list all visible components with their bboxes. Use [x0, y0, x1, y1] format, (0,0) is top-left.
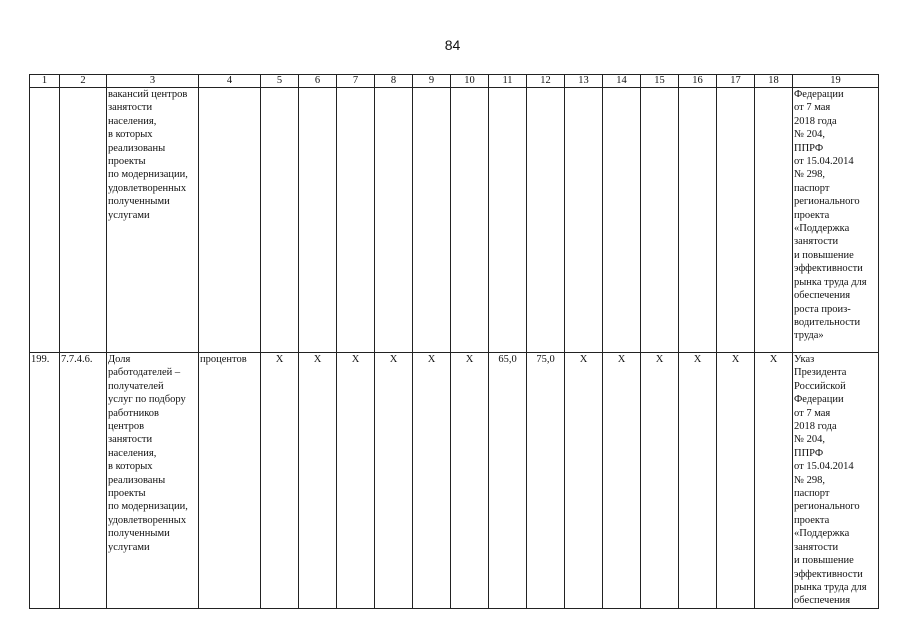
- value-cell: X: [261, 353, 299, 609]
- column-header: 8: [375, 75, 413, 88]
- value-cell: X: [413, 353, 451, 609]
- value-cell: [641, 88, 679, 353]
- value-cell: [337, 88, 375, 353]
- source-document-cell: Федерации от 7 мая 2018 года № 204, ППРФ от 15.04.2014 № 298, паспорт регионального проекта «Поддержка занятости и повышение эффективности рынка труда для обеспечения роста произ- водительности труда»: [793, 88, 879, 353]
- column-number-header-row: [30, 75, 879, 88]
- column-header: 15: [641, 75, 679, 88]
- column-header: 10: [451, 75, 489, 88]
- value-cell: [679, 88, 717, 353]
- value-cell: X: [451, 353, 489, 609]
- column-header: 13: [565, 75, 603, 88]
- indicators-table: [29, 74, 879, 609]
- indicator-description-cell: вакансий центров занятости населения, в которых реализованы проекты по модернизации, удовлетворенных полученными услугами: [107, 88, 199, 353]
- column-header: 12: [527, 75, 565, 88]
- column-header: 1: [30, 75, 60, 88]
- value-cell: [375, 88, 413, 353]
- value-cell: [413, 88, 451, 353]
- column-header: 5: [261, 75, 299, 88]
- source-document-cell: Указ Президента Российской Федерации от 7 мая 2018 года № 204, ППРФ от 15.04.2014 № 298, паспорт регионального проекта «Поддержка занятости и повышение эффективности рынка труда для обеспечения: [793, 353, 879, 609]
- value-cell: X: [603, 353, 641, 609]
- column-header: 7: [337, 75, 375, 88]
- column-header: 14: [603, 75, 641, 88]
- column-header: 17: [717, 75, 755, 88]
- unit-cell: процентов: [199, 353, 261, 609]
- value-cell: [527, 88, 565, 353]
- column-header: 18: [755, 75, 793, 88]
- column-header: 9: [413, 75, 451, 88]
- value-cell: X: [565, 353, 603, 609]
- value-cell: 65,0: [489, 353, 527, 609]
- value-cell: X: [375, 353, 413, 609]
- value-cell: [565, 88, 603, 353]
- table-row: [30, 88, 879, 353]
- code-cell: [60, 88, 107, 353]
- value-cell: X: [337, 353, 375, 609]
- code-cell: 7.7.4.6.: [60, 353, 107, 609]
- column-header: 19: [793, 75, 879, 88]
- value-cell: [717, 88, 755, 353]
- value-cell: X: [641, 353, 679, 609]
- page-number: 84: [444, 37, 461, 53]
- value-cell: [299, 88, 337, 353]
- unit-cell: [199, 88, 261, 353]
- value-cell: X: [717, 353, 755, 609]
- value-cell: [451, 88, 489, 353]
- value-cell: X: [755, 353, 793, 609]
- table-row: [30, 353, 879, 609]
- column-header: 16: [679, 75, 717, 88]
- row-number-cell: [30, 88, 60, 353]
- value-cell: X: [679, 353, 717, 609]
- value-cell: [603, 88, 641, 353]
- value-cell: 75,0: [527, 353, 565, 609]
- column-header: 4: [199, 75, 261, 88]
- column-header: 3: [107, 75, 199, 88]
- indicator-description-cell: Доля работодателей – получателей услуг по подбору работников центров занятости населения, в которых реализованы проекты по модернизации, удовлетворенных полученными услугами: [107, 353, 199, 609]
- row-number-cell: 199.: [30, 353, 60, 609]
- value-cell: [261, 88, 299, 353]
- column-header: 2: [60, 75, 107, 88]
- value-cell: [489, 88, 527, 353]
- column-header: 6: [299, 75, 337, 88]
- value-cell: X: [299, 353, 337, 609]
- value-cell: [755, 88, 793, 353]
- column-header: 11: [489, 75, 527, 88]
